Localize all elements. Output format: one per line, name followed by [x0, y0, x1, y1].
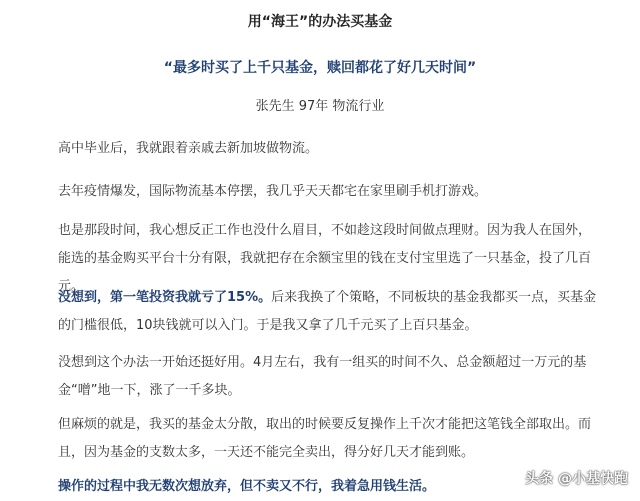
article-title: 用“海王”的办法买基金	[247, 14, 393, 30]
paragraph-7: 操作的过程中我无数次想放弃，但不卖又不行，我着急用钱生活。	[58, 479, 436, 494]
paragraph-2: 去年疫情爆发，国际物流基本停摆，我几乎天天都宅在家里刷手机打游戏。	[58, 184, 488, 199]
paragraph-3: 也是那段时间，我心想反正工作也没什么眉目，不如趁这段时间做点理财。因为我人在国外，能选的基金购买平台十分有限，我就把存在余额宝里的钱在支付宝里选了一只基金，投了几百元。	[58, 223, 592, 294]
paragraph-1: 高中毕业后，我就跟着亲戚去新加坡做物流。	[58, 141, 319, 156]
paragraph-6: 但麻烦的就是，我买的基金太分散，取出的时候要反复操作上千次才能把这笔钱全部取出。而且，因为基金的支数太多，一天还不能完全卖出，得分好几天才能到账。	[58, 417, 592, 460]
paragraph-5: 没想到这个办法一开始还挺好用。4月左右，我有一组买的时间不久、总金额超过一万元的基金“噌”地一下，涨了一千多块。	[58, 355, 587, 398]
article-subtitle: “最多时买了上千只基金，赎回都花了好几天时间”	[163, 60, 477, 76]
paragraph-4-highlight: 没想到，第一笔投资我就亏了15%。	[58, 290, 272, 305]
watermark: 头条 @小基快跑	[525, 471, 628, 487]
paragraph-4	[58, 284, 600, 340]
paragraph-4-rest: 后来我换了个策略，不同板块的基金我都买一点，买基金的门槛很低，10块钱就可以入门。于是我又拿了几千元买了上百只基金。	[58, 290, 597, 333]
article-byline: 张先生 97年 物流行业	[255, 99, 385, 114]
